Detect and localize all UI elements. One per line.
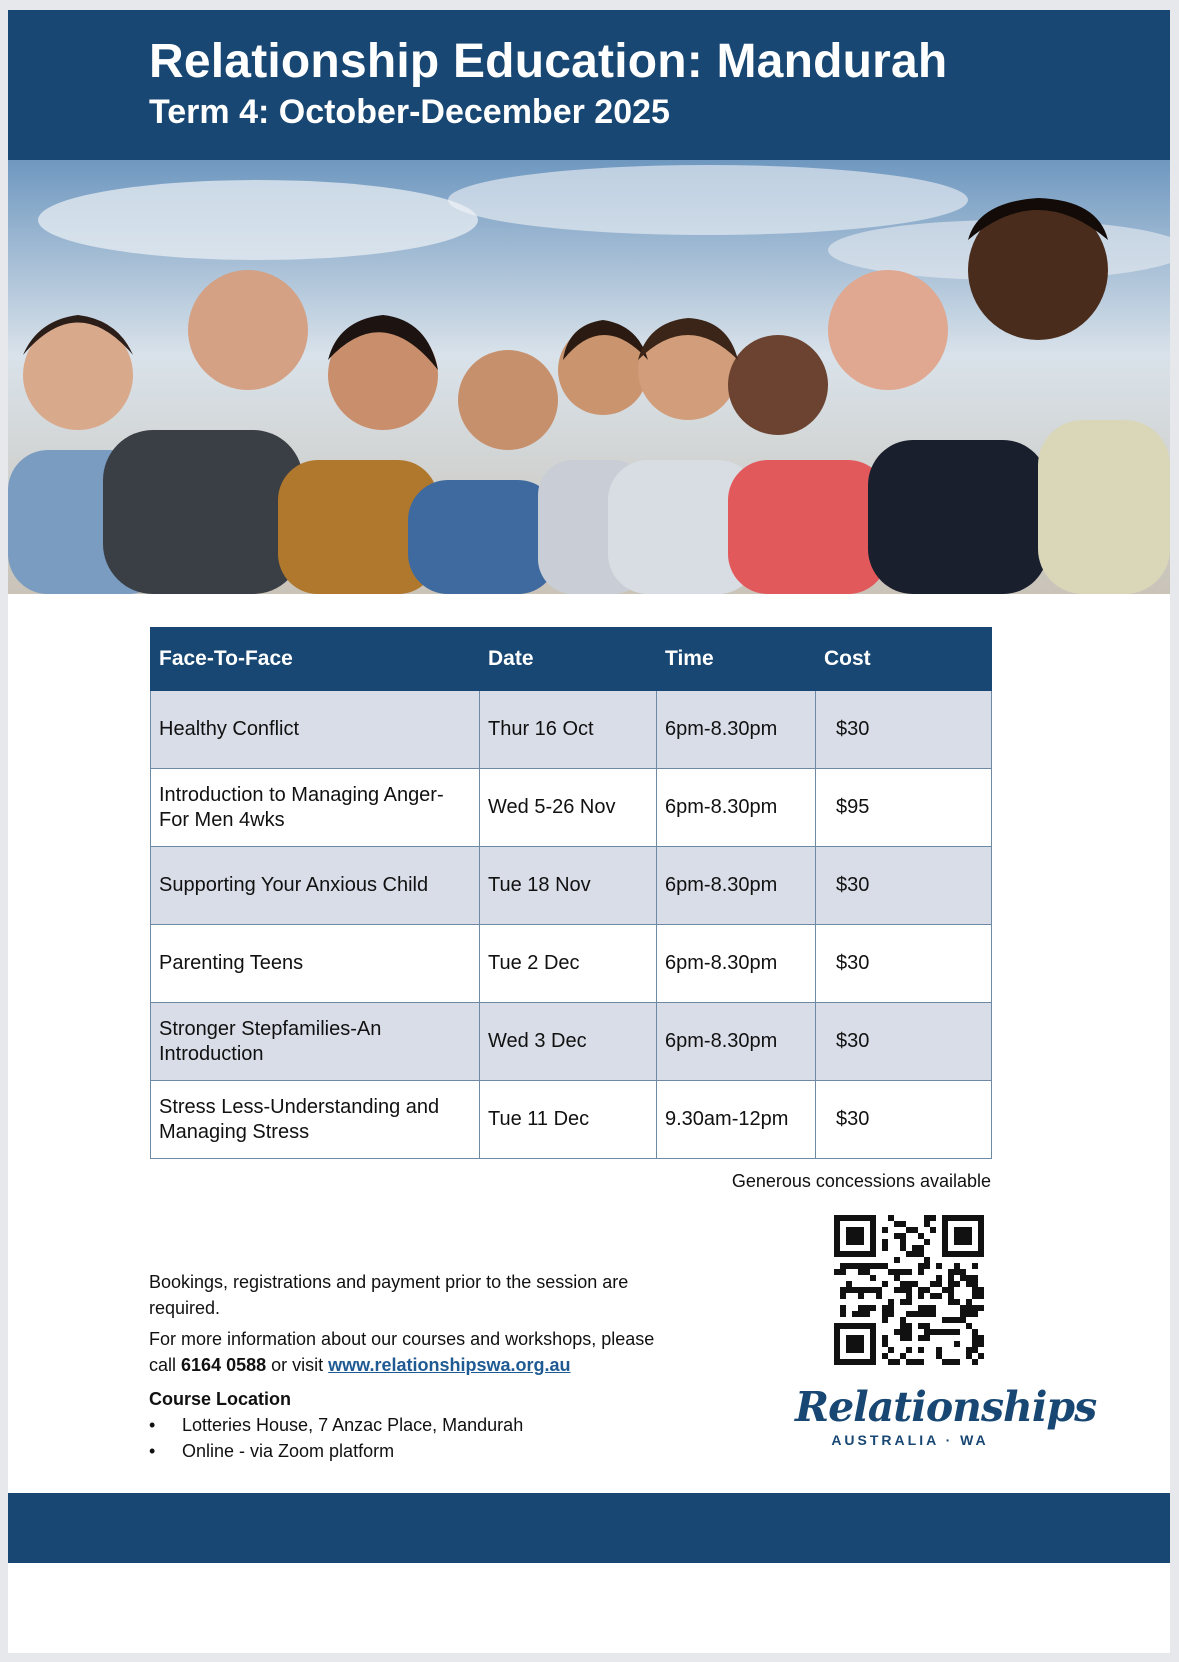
- column-header-cost: Cost: [816, 628, 992, 691]
- logo-wordmark: Relationships: [795, 1383, 1097, 1431]
- course-time: 6pm-8.30pm: [657, 1003, 816, 1081]
- course-cost: $30: [816, 691, 992, 769]
- column-header-date: Date: [480, 628, 657, 691]
- flyer-page: [8, 10, 1170, 1653]
- course-time: 6pm-8.30pm: [657, 691, 816, 769]
- or-visit-text: or visit: [271, 1355, 324, 1375]
- contact-prefix: For more information about our courses and workshops, please call: [149, 1329, 655, 1375]
- course-table: [150, 627, 992, 1159]
- info-section: [149, 1269, 669, 1464]
- course-date: Wed 5-26 Nov: [480, 769, 657, 847]
- location-item: • Lotteries House, 7 Anzac Place, Mandurah: [149, 1412, 669, 1438]
- table-row: [151, 847, 992, 925]
- relationships-logo: [795, 1382, 1097, 1462]
- course-name: Supporting Your Anxious Child: [151, 847, 480, 925]
- table-row: [151, 769, 992, 847]
- page-title: Relationship Education: Mandurah: [149, 35, 948, 88]
- course-date: Thur 16 Oct: [480, 691, 657, 769]
- course-time: 6pm-8.30pm: [657, 847, 816, 925]
- course-location-heading: Course Location: [149, 1389, 292, 1409]
- group-photo: [8, 160, 1170, 594]
- course-name: Healthy Conflict: [151, 691, 480, 769]
- bookings-note: Bookings, registrations and payment prior to the session are required.: [149, 1272, 629, 1318]
- course-cost: $30: [816, 1081, 992, 1159]
- website-link[interactable]: www.relationshipswa.org.au: [328, 1355, 571, 1375]
- logo-subtitle: AUSTRALIA · WA: [831, 1432, 989, 1448]
- page-subtitle: Term 4: October-December 2025: [149, 93, 670, 131]
- column-header-course: Face-To-Face: [151, 628, 480, 691]
- course-name: Introduction to Managing Anger-For Men 4wks: [151, 769, 480, 847]
- column-header-time: Time: [657, 628, 816, 691]
- header-banner: [8, 10, 1170, 160]
- course-date: Tue 2 Dec: [480, 925, 657, 1003]
- concessions-note: Generous concessions available: [731, 1171, 991, 1191]
- course-cost: $30: [816, 925, 992, 1003]
- course-time: 6pm-8.30pm: [657, 925, 816, 1003]
- course-date: Wed 3 Dec: [480, 1003, 657, 1081]
- contact-note: [149, 1326, 669, 1378]
- table-row: [151, 1003, 992, 1081]
- qr-code[interactable]: [834, 1215, 984, 1365]
- phone-number: 6164 0588: [181, 1355, 267, 1375]
- course-name: Stress Less-Understanding and Managing Stress: [151, 1081, 480, 1159]
- course-date: Tue 18 Nov: [480, 847, 657, 925]
- course-name: Stronger Stepfamilies-An Introduction: [151, 1003, 480, 1081]
- course-cost: $95: [816, 769, 992, 847]
- table-row: [151, 691, 992, 769]
- location-item: • Online - via Zoom platform: [149, 1438, 669, 1464]
- course-time: 9.30am-12pm: [657, 1081, 816, 1159]
- table-row: [151, 925, 992, 1003]
- course-cost: $30: [816, 1003, 992, 1081]
- location-list: [149, 1412, 669, 1464]
- table-header-row: [151, 628, 992, 691]
- course-date: Tue 11 Dec: [480, 1081, 657, 1159]
- footer-banner: [8, 1493, 1170, 1563]
- course-time: 6pm-8.30pm: [657, 769, 816, 847]
- course-name: Parenting Teens: [151, 925, 480, 1003]
- group-photo-illustration: [8, 160, 1170, 594]
- table-row: [151, 1081, 992, 1159]
- course-cost: $30: [816, 847, 992, 925]
